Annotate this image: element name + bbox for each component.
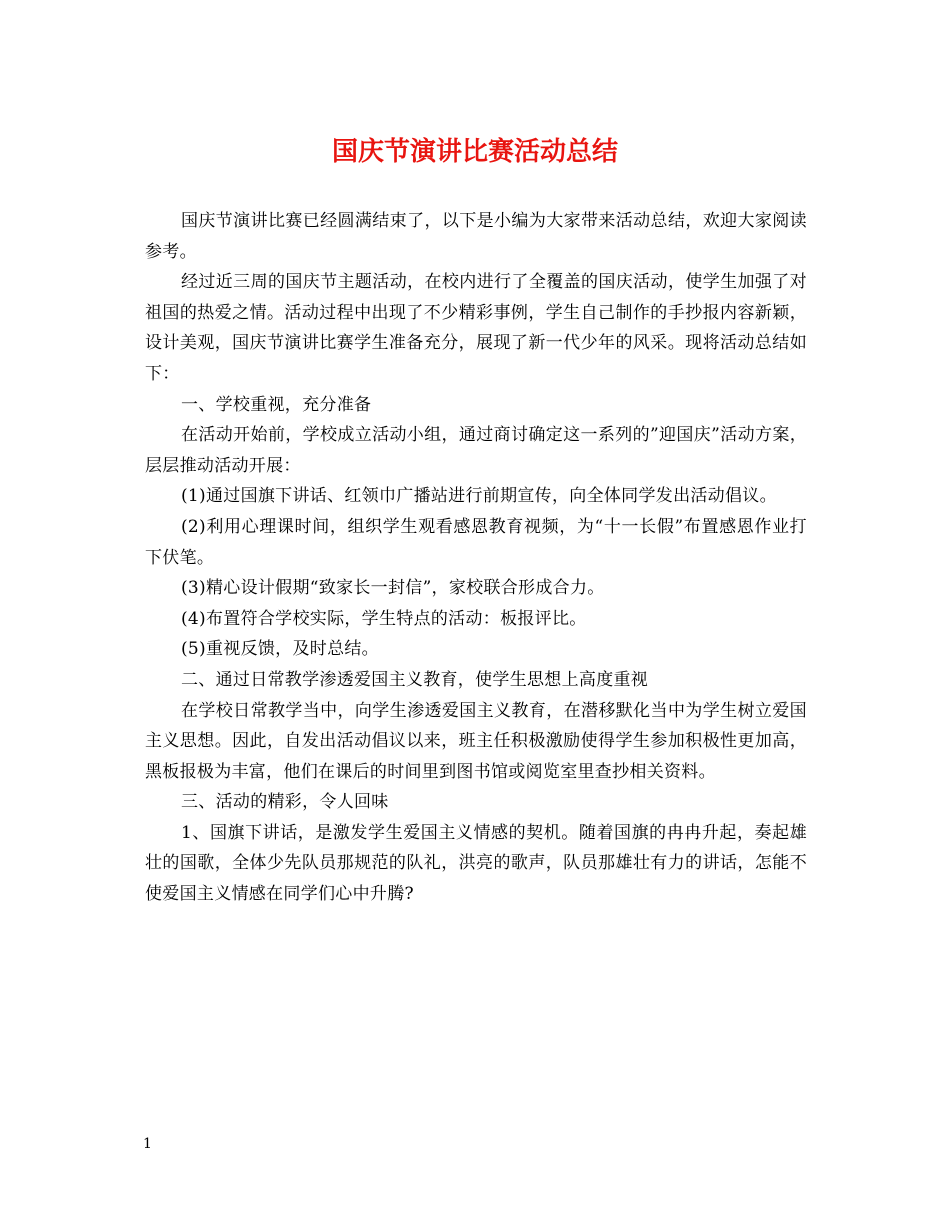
section-heading-1: 一、学校重视，充分准备 [181, 394, 372, 415]
paragraph-preparation: 在活动开始前，学校成立活动小组，通过商讨确定这一系列的”迎国庆”活动方案，层层推动活动开展： [145, 425, 807, 476]
list-item-5: (5)重视反馈，及时总结。 [181, 639, 379, 660]
section-heading-2: 二、通过日常教学渗透爱国主义教育，使学生思想上高度重视 [181, 669, 649, 690]
paragraph-intro: 国庆节演讲比赛已经圆满结束了，以下是小编为大家带来活动总结，欢迎大家阅读参考。 [145, 211, 807, 262]
page-number: 1 [143, 1136, 152, 1152]
list-item-1: (1)通过国旗下讲话、红领巾广播站进行前期宣传，向全体同学发出活动倡议。 [181, 486, 777, 507]
list-item-3: (3)精心设计假期“致家长一封信”，家校联合形成合力。 [181, 578, 605, 599]
document-body [145, 206, 807, 910]
document-title: 国庆节演讲比赛活动总结 [331, 137, 618, 167]
list-item-4: (4)布置符合学校实际，学生特点的活动：板报评比。 [181, 608, 587, 629]
section-heading-3: 三、活动的精彩，令人回味 [181, 792, 389, 813]
paragraph-overview: 经过近三周的国庆节主题活动，在校内进行了全覆盖的国庆活动，使学生加强了对祖国的热爱之情。活动过程中出现了不少精彩事例，学生自己制作的手抄报内容新颖，设计美观，国庆节演讲比赛学生准备充分，展现了新一代少年的风采。现将活动总结如下： [145, 272, 807, 384]
list-item-2: (2)利用心理课时间，组织学生观看感恩教育视频，为“十一长假”布置感恩作业打下伏笔。 [145, 516, 807, 568]
paragraph-flag-speech: 1、国旗下讲话，是激发学生爱国主义情感的契机。随着国旗的冉冉升起，奏起雄壮的国歌，全体少先队员那规范的队礼，洪亮的歌声，队员那雄壮有力的讲话，怎能不使爱国主义情感在同学们心中升腾? [145, 822, 807, 905]
paragraph-teaching: 在学校日常教学当中，向学生渗透爱国主义教育，在潜移默化当中为学生树立爱国主义思想。因此，自发出活动倡议以来，班主任积极激励使得学生参加积极性更加高，黑板报极为丰富，他们在课后的时间里到图书馆或阅览室里查抄相关资料。 [145, 700, 807, 782]
